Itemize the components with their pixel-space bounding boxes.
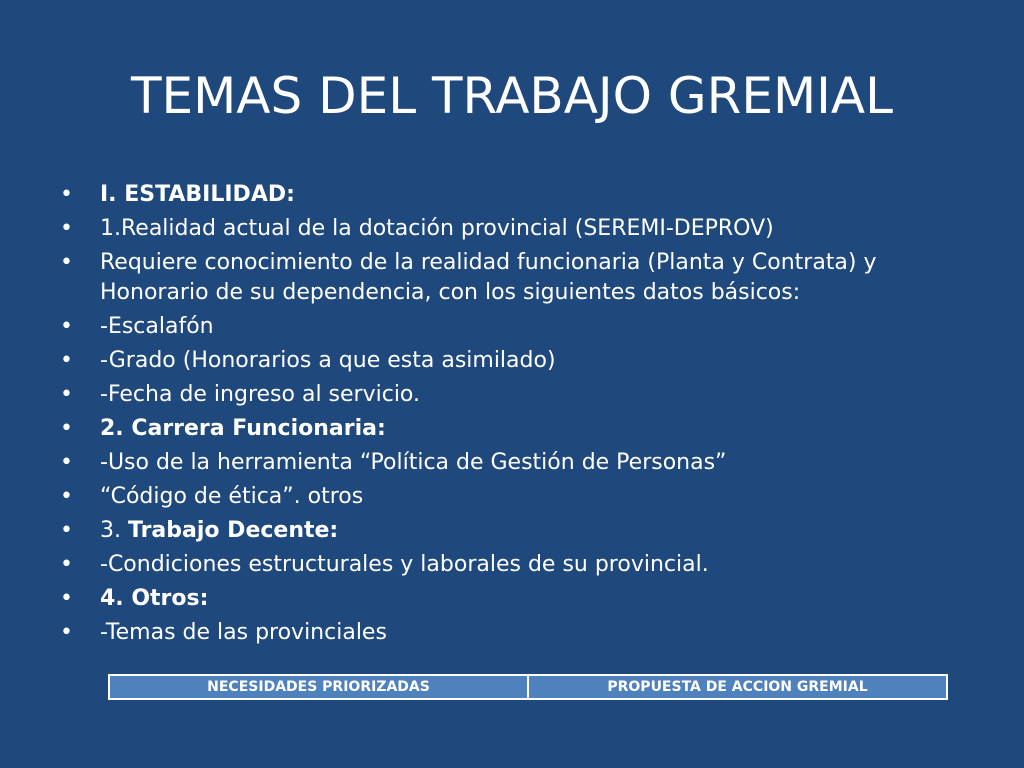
bullet-text: 1.Realidad actual de la dotación provincial (SEREMI-DEPROV) bbox=[100, 216, 774, 241]
bullet-text: -Escalafón bbox=[100, 314, 214, 339]
bullet-icon: • bbox=[60, 348, 73, 373]
bullet-item-estabilidad bbox=[60, 180, 960, 210]
bullet-icon: • bbox=[60, 586, 73, 611]
bullet-item-otros bbox=[60, 584, 960, 614]
bullet-text: -Fecha de ingreso al servicio. bbox=[100, 382, 420, 407]
bullet-item-escalafon bbox=[60, 312, 960, 342]
bullet-item-realidad-actual bbox=[60, 214, 960, 244]
bullet-text: -Grado (Honorarios a que esta asimilado) bbox=[100, 348, 556, 373]
bullet-text: I. ESTABILIDAD: bbox=[100, 182, 295, 207]
bullet-text: 2. Carrera Funcionaria: bbox=[100, 416, 386, 441]
bullet-text: -Temas de las provinciales bbox=[100, 620, 387, 645]
slide-title: TEMAS DEL TRABAJO GREMIAL bbox=[131, 67, 893, 125]
bullet-text: “Código de ética”. otros bbox=[100, 484, 364, 509]
bullet-icon: • bbox=[60, 182, 73, 207]
bullet-text: Requiere conocimiento de la realidad funcionaria (Planta y Contrata) y Honorario de su dependencia, con los siguientes datos básicos: bbox=[100, 250, 877, 305]
bullet-list bbox=[60, 180, 960, 652]
table-header-necesidades: NECESIDADES PRIORIZADAS bbox=[207, 679, 430, 695]
bullet-item-requiere-conocimiento bbox=[60, 248, 960, 308]
bullet-text: Trabajo Decente: bbox=[127, 518, 339, 543]
bullet-icon: • bbox=[60, 250, 73, 275]
bullet-text: -Condiciones estructurales y laborales de su provincial. bbox=[100, 552, 709, 577]
bullet-icon: • bbox=[60, 216, 73, 241]
bullet-item-condiciones bbox=[60, 550, 960, 580]
bullet-item-codigo-etica bbox=[60, 482, 960, 512]
bullet-icon: • bbox=[60, 518, 73, 543]
bullet-icon: • bbox=[60, 484, 73, 509]
bullet-icon: • bbox=[60, 382, 73, 407]
table-header-propuesta: PROPUESTA DE ACCION GREMIAL bbox=[527, 676, 946, 698]
bullet-item-trabajo-decente bbox=[60, 516, 960, 546]
bullet-text: -Uso de la herramienta “Política de Gestión de Personas” bbox=[100, 450, 727, 475]
bullet-item-temas-provinciales bbox=[60, 618, 960, 648]
bullet-icon: • bbox=[60, 314, 73, 339]
bullet-icon: • bbox=[60, 450, 73, 475]
bullet-item-fecha-ingreso bbox=[60, 380, 960, 410]
bullet-icon: • bbox=[60, 552, 73, 577]
bullet-item-grado bbox=[60, 346, 960, 376]
bullet-icon: • bbox=[60, 416, 73, 441]
bullet-prefix: 3. bbox=[100, 518, 128, 543]
bullet-icon: • bbox=[60, 620, 73, 645]
bullet-text: 4. Otros: bbox=[100, 586, 209, 611]
priorities-table-header bbox=[108, 674, 948, 700]
bullet-item-uso-herramienta bbox=[60, 448, 960, 478]
bullet-item-carrera-funcionaria bbox=[60, 414, 960, 444]
